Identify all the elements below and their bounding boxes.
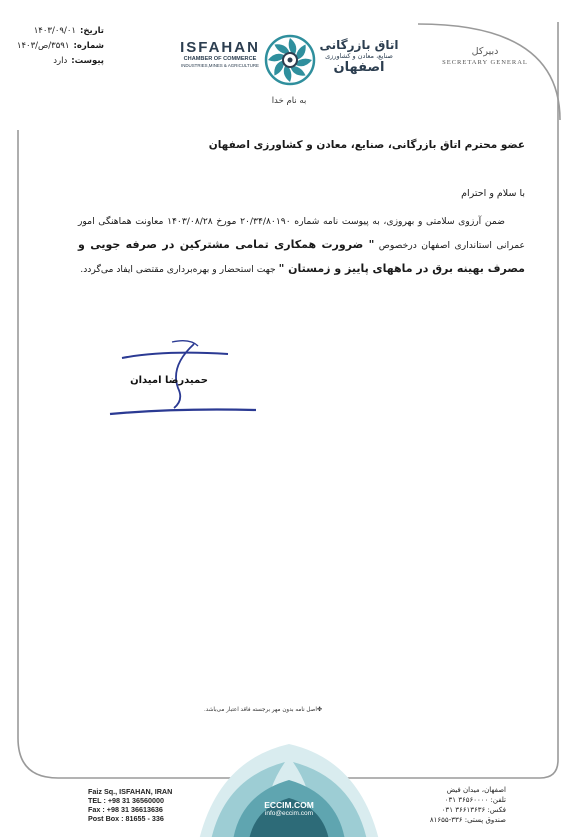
meta-date-value: ۱۴۰۳/۰۹/۰۱ (33, 26, 76, 36)
logo-city-name: ISFAHAN (180, 39, 260, 56)
office-title-en: SECRETARY GENERAL (442, 59, 528, 66)
office-title-fa: دبیرکل (471, 46, 499, 57)
footer-logo-art-icon (198, 740, 380, 837)
logo-persian (316, 38, 402, 75)
letter-opening: به نام خدا (271, 96, 307, 106)
footer-fa-line: تلفن: ۳۶۵۶۰۰۰۰ ۰۳۱ (444, 796, 506, 804)
meta-number-value: ۳۵۹۱/ص/۱۴۰۳ (16, 41, 70, 51)
footnote-text: اصل نامه بدون مهر برجسته فاقد اعتبار می‌باشد. (204, 707, 317, 713)
footer-address-fa (388, 785, 506, 825)
footer-web (250, 800, 328, 818)
letter-meta (8, 24, 104, 69)
logo-sectors: INDUSTRIES,MINES & AGRICULTURE (181, 63, 259, 68)
footer-email[interactable]: info@eccim.com (264, 810, 314, 817)
footer-fa-line: فکس: ۳۶۶۱۳۶۳۶ ۰۳۱ (441, 806, 506, 814)
seal-mark-icon: ✤ (316, 706, 322, 713)
letter-body-part2: جهت استحضار و بهره‌برداری مقتضی ایفاد می‌گردد. (80, 264, 276, 275)
meta-date-label: تاریخ: (80, 26, 104, 36)
letter-recipient: عضو محترم اتاق بازرگانی، صنایع، معادن و کشاورزی اصفهان (208, 139, 525, 151)
footer-en-line: Post Box : 81655 - 336 (88, 814, 164, 823)
footer-address-en (88, 787, 188, 823)
meta-attachment-value: دارد (53, 56, 68, 66)
meta-attachment (8, 54, 104, 69)
meta-number-label: شماره: (73, 41, 104, 51)
footer-fa-line: اصفهان، میدان فیض (446, 786, 506, 794)
letter-greeting: با سلام و احترام (461, 188, 525, 199)
logo-fa-city: اصفهان (333, 60, 385, 75)
office-title (436, 46, 534, 68)
letter-body (78, 210, 525, 281)
footer-en-line: Faiz Sq., ISFAHAN, IRAN (88, 787, 173, 796)
meta-date (8, 24, 104, 39)
footer-en-line: Fax : +98 31 36613636 (88, 805, 163, 814)
letter-footnote (180, 706, 346, 713)
footer-website[interactable]: ECCIM.COM (264, 800, 314, 810)
signatory-name: حمیدرضا امیدان (130, 375, 208, 386)
footer-en-line: TEL : +98 31 36560000 (88, 796, 164, 805)
logo-chamber-name: CHAMBER OF COMMERCE (183, 56, 257, 62)
meta-attachment-label: پیوست: (71, 56, 104, 66)
logo-fa-chamber: اتاق بازرگانی (319, 38, 399, 52)
footer-fa-line: صندوق پستی: ۳۳۶-۸۱۶۵۵ (429, 816, 506, 824)
letter-body-part1: ضمن آرزوی سلامتی و بهروزی، به پیوست نامه شماره ۲۰/۳۴/۸۰۱۹۰ مورخ ۱۴۰۳/۰۸/۲۸ معاونت هماهنگی امور عمرانی استانداری اصفهان درخصوص (78, 216, 525, 251)
meta-number (8, 39, 104, 54)
letter-body-subject: " ضرورت همکاری تمامی مشترکین در صرفه جویی و مصرف بهینه برق در ماههای پاییز و زمستان " (78, 238, 525, 275)
chamber-logo-icon (263, 33, 317, 87)
logo-english (172, 40, 268, 69)
logo-fa-sectors: صنایع، معادن و کشاورزی (325, 52, 393, 60)
